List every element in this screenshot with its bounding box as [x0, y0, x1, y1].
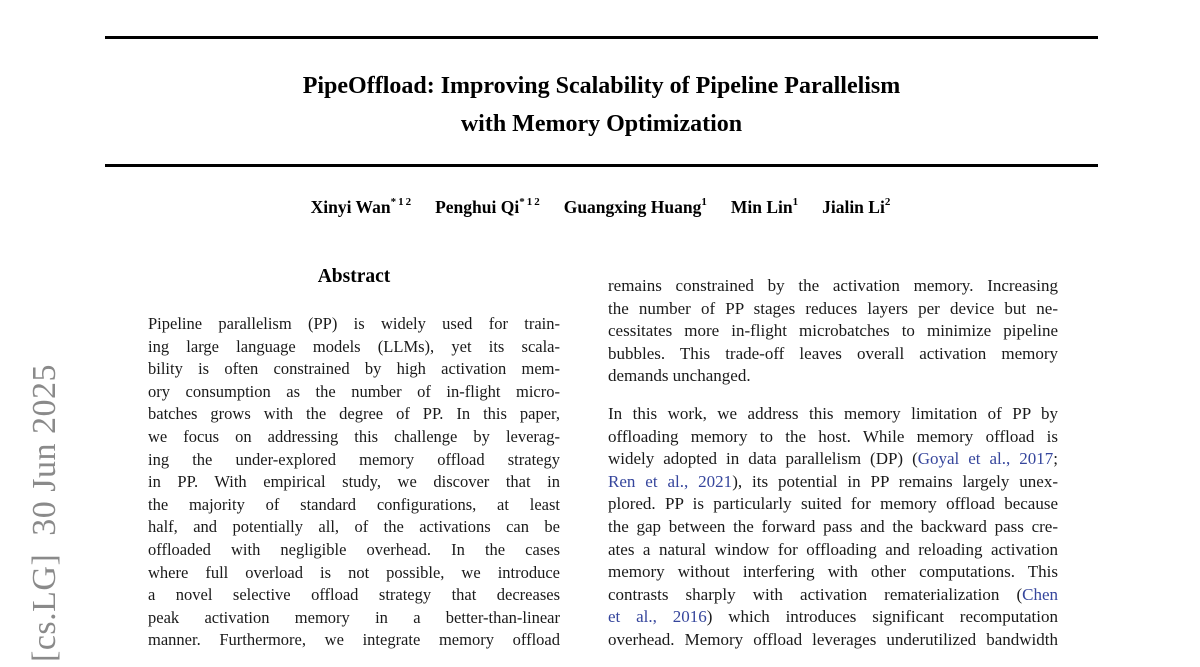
paper-title: [105, 67, 1098, 143]
text-line: [148, 403, 560, 426]
author-name: Guangxing Huang$^1$: [563, 196, 709, 217]
author-name: Min Lin$^1$: [730, 196, 801, 217]
title-rule-top: [105, 36, 1098, 39]
author-affiliation-sup: *12: [519, 196, 542, 209]
author-affiliation-sup: *12: [390, 196, 414, 209]
text-span: we focus on addressing this challenge by leverag-: [148, 426, 560, 446]
text-line: [608, 403, 1058, 426]
text-span: offloaded with negligible overhead. In the cases: [148, 539, 560, 559]
title-rule-bottom: [105, 164, 1098, 167]
text-line: [608, 606, 1058, 629]
text-span: Pipeline parallelism (PP) is widely used for train-: [148, 314, 560, 333]
author-affiliation-sup: 2: [884, 196, 893, 209]
text-line: [148, 562, 560, 585]
text-line: [608, 343, 1058, 366]
citation-link[interactable]: Goyal et al., 2017: [917, 449, 1054, 469]
author-name: Penghui Qi$^{*12}$: [435, 196, 542, 217]
text-line: [608, 584, 1058, 607]
text-line: [608, 493, 1058, 516]
text-line: [608, 275, 1058, 298]
author-affiliation-sup: 1: [701, 196, 709, 209]
intro-column: [608, 275, 1058, 667]
text-span: bility is often constrained by high activation mem-: [148, 359, 560, 379]
text-line: [148, 584, 560, 607]
text-span: peak activation memory in a better-than-linear: [148, 607, 560, 627]
text-span: remains constrained by the activation memory. Increasing: [608, 276, 1058, 295]
text-span: where full overload is not possible, we introduce: [148, 562, 560, 582]
text-line: [608, 448, 1058, 471]
text-line: [148, 426, 560, 449]
text-span: half, and potentially all, of the activations can be: [148, 517, 560, 537]
author-name: Xinyi Wan$^{*12}$: [310, 196, 414, 217]
text-span: cessitates more in-flight microbatches to minimize pipeline: [608, 321, 1058, 341]
text-span: manner. Furthermore, we integrate memory offload: [148, 630, 560, 650]
text-line: [608, 516, 1058, 539]
text-line: [148, 336, 560, 359]
abstract-heading: Abstract: [317, 266, 391, 287]
author-line: [105, 197, 1098, 218]
text-line: [608, 471, 1058, 494]
text-line: [608, 539, 1058, 562]
abstract-body: [148, 313, 560, 652]
text-span: ) which introduces significant recomputation: [706, 607, 1058, 627]
text-line: [148, 629, 560, 652]
author-name: Jialin Li$^2$: [822, 196, 893, 217]
text-line: [148, 516, 560, 539]
text-span: widely adopted in data parallelism (DP) (: [608, 449, 918, 469]
text-line: [608, 320, 1058, 343]
text-span: the gap between the forward pass and the backward pass cre-: [608, 516, 1058, 536]
text-line: [148, 358, 560, 381]
text-span: offloading memory to the host. While memory offload is: [608, 426, 1058, 446]
text-span: ), its potential in PP remains largely unex-: [732, 471, 1058, 491]
citation-link[interactable]: Ren et al., 2021: [608, 471, 733, 491]
paper-title-line2: with Memory Optimization: [460, 111, 743, 137]
text-line: [148, 494, 560, 517]
text-span: overhead. Memory offload leverages underutilized bandwidth: [608, 629, 1058, 649]
text-span: the number of PP stages reduces layers per device but ne-: [608, 298, 1058, 318]
citation-link[interactable]: Chen: [1022, 584, 1058, 604]
text-line: [608, 561, 1058, 584]
text-span: contrasts sharply with activation rematerialization (: [608, 584, 1023, 604]
text-span: plored. PP is particularly suited for memory offload because: [608, 494, 1058, 514]
text-span: ory consumption as the number of in-flight micro-: [148, 381, 560, 401]
arxiv-category-stamp: [cs.LG] 30 Jun 2025: [26, 363, 63, 662]
text-span: batches grows with the degree of PP. In this paper,: [148, 404, 560, 424]
text-span: memory without interfering with other computations. This: [608, 562, 1058, 582]
text-line: [148, 313, 560, 336]
paragraph: [608, 275, 1058, 388]
text-line: [148, 471, 560, 494]
text-line: [148, 381, 560, 404]
citation-link[interactable]: et al., 2016: [608, 607, 707, 627]
paper-title-line1: PipeOffload: Improving Scalability of Pipeline Parallelism: [302, 73, 901, 99]
text-span: ates a natural window for offloading and reloading activation: [608, 539, 1058, 559]
text-span: in PP. With empirical study, we discover that in: [148, 472, 560, 492]
text-span: ing the under-explored memory offload strategy: [148, 449, 560, 469]
text-line: [148, 607, 560, 630]
text-line: [148, 449, 560, 472]
text-span: bubbles. This trade-off leaves overall activation memory: [608, 343, 1058, 363]
text-line: [608, 365, 1058, 388]
text-line: [608, 426, 1058, 449]
text-span: a novel selective offload strategy that decreases: [148, 585, 560, 605]
text-span: ;: [1053, 449, 1058, 469]
text-line: [148, 539, 560, 562]
text-span: ing large language models (LLMs), yet its scala-: [148, 336, 560, 356]
text-span: In this work, we address this memory limitation of PP by: [608, 403, 1058, 423]
text-span: demands unchanged.: [608, 366, 751, 386]
text-line: [608, 629, 1058, 652]
text-span: the majority of standard configurations, at least: [148, 494, 560, 514]
author-affiliation-sup: 1: [792, 196, 801, 209]
paragraph: [608, 403, 1058, 652]
text-line: [608, 298, 1058, 321]
